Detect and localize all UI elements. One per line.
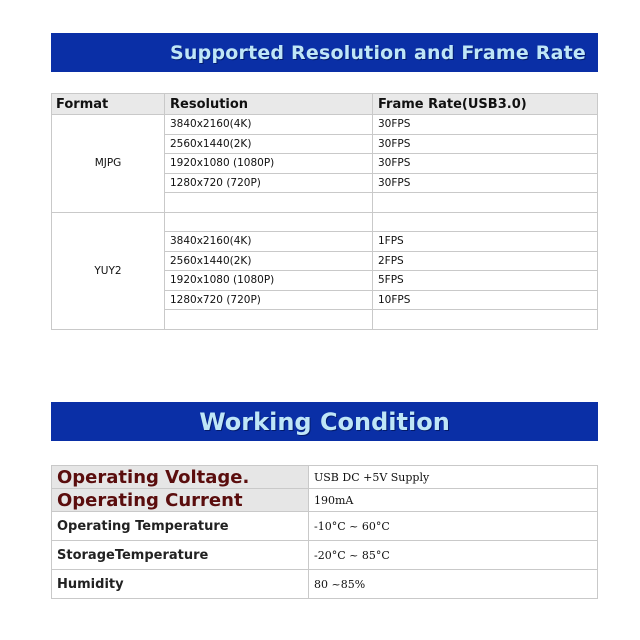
operating-voltage-value: USB DC +5V Supply (309, 466, 598, 489)
storage-temperature-label: StorageTemperature (52, 541, 309, 570)
working-condition-table (51, 465, 598, 599)
table-row (52, 541, 598, 570)
operating-current-value: 190mA (309, 489, 598, 512)
table-row (52, 512, 598, 541)
table-row (52, 570, 598, 599)
operating-voltage-label: Operating Voltage. (52, 466, 309, 489)
frame-rate-cell: 5FPS (373, 271, 598, 291)
frame-rate-cell (373, 310, 598, 330)
frame-rate-cell: 2FPS (373, 251, 598, 271)
frame-rate-cell: 30FPS (373, 134, 598, 154)
storage-temperature-value: -20°C ~ 85°C (309, 541, 598, 570)
frame-rate-cell: 10FPS (373, 290, 598, 310)
operating-temperature-value: -10°C ~ 60°C (309, 512, 598, 541)
frame-rate-cell: 30FPS (373, 173, 598, 193)
table-row (52, 212, 598, 232)
resolution-table (51, 93, 598, 330)
resolution-cell: 2560x1440(2K) (165, 251, 373, 271)
frame-rate-cell (373, 212, 598, 232)
table-row (52, 115, 598, 135)
resolution-cell: 1920x1080 (1080P) (165, 271, 373, 291)
header-format: Format (52, 94, 165, 115)
resolution-cell: 3840x2160(4K) (165, 232, 373, 252)
resolution-cell: 1280x720 (720P) (165, 290, 373, 310)
table-row (52, 466, 598, 489)
operating-temperature-label: Operating Temperature (52, 512, 309, 541)
resolution-cell (165, 193, 373, 213)
resolution-cell (165, 310, 373, 330)
resolution-cell (165, 212, 373, 232)
resolution-cell: 1280x720 (720P) (165, 173, 373, 193)
header-resolution: Resolution (165, 94, 373, 115)
humidity-value: 80 ~85% (309, 570, 598, 599)
resolution-banner (51, 33, 598, 72)
working-condition-title: Working Condition (199, 407, 450, 436)
operating-current-label: Operating Current (52, 489, 309, 512)
frame-rate-cell: 30FPS (373, 115, 598, 135)
frame-rate-cell (373, 193, 598, 213)
resolution-title: Supported Resolution and Frame Rate (170, 41, 586, 64)
working-condition-banner (51, 402, 598, 441)
header-frame-rate: Frame Rate(USB3.0) (373, 94, 598, 115)
table-row (52, 489, 598, 512)
humidity-label: Humidity (52, 570, 309, 599)
table-header-row (52, 94, 598, 115)
format-yuy2: YUY2 (52, 212, 165, 329)
format-mjpg: MJPG (52, 115, 165, 213)
resolution-cell: 3840x2160(4K) (165, 115, 373, 135)
resolution-cell: 2560x1440(2K) (165, 134, 373, 154)
frame-rate-cell: 30FPS (373, 154, 598, 174)
frame-rate-cell: 1FPS (373, 232, 598, 252)
resolution-cell: 1920x1080 (1080P) (165, 154, 373, 174)
